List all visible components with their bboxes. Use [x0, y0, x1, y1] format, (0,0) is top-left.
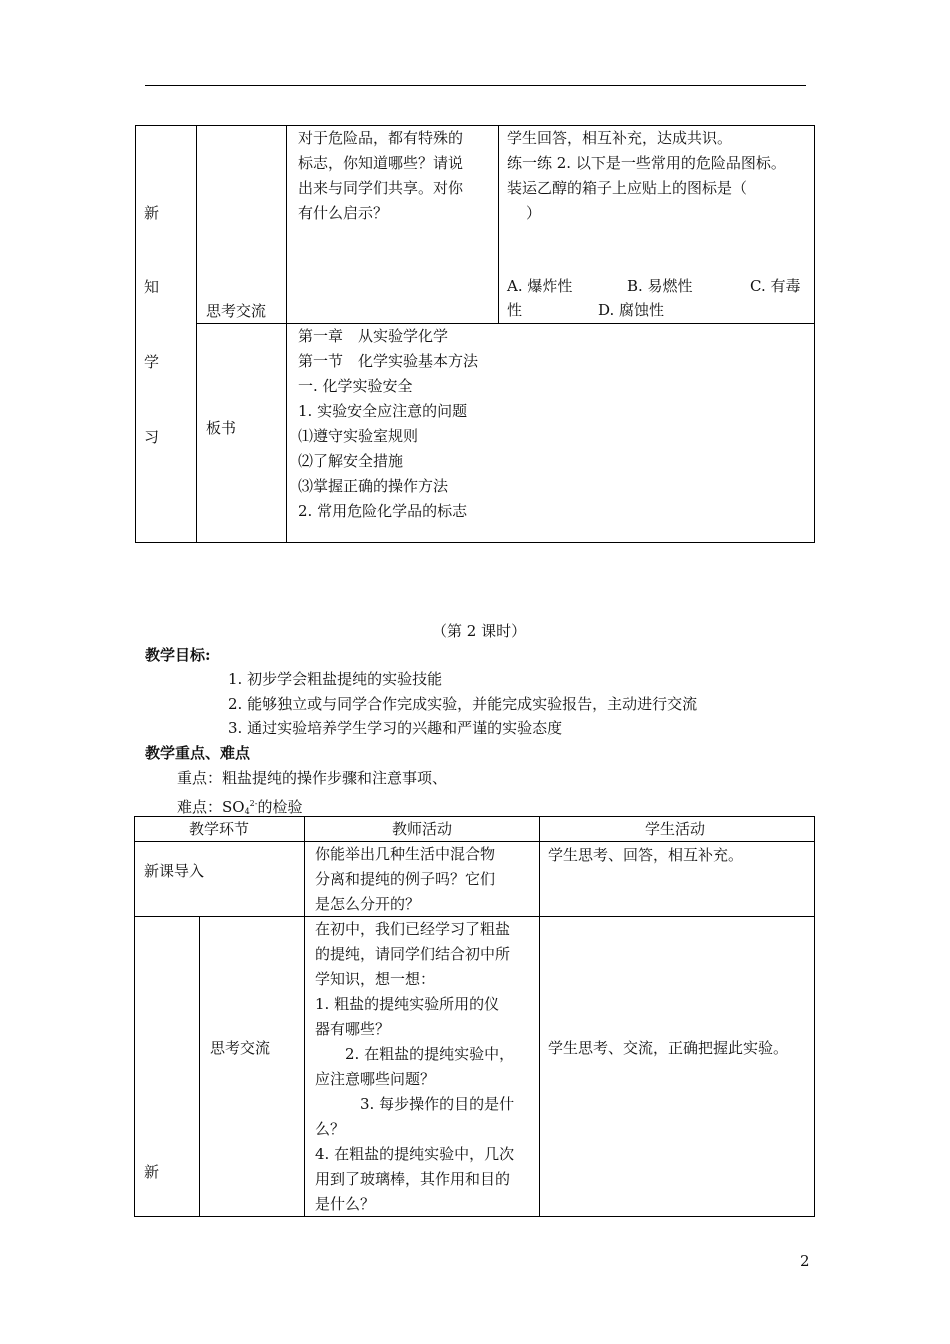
- col-header-student: 学生活动: [645, 820, 706, 838]
- header-rule: [145, 85, 806, 86]
- stage-think-exchange: 思考交流: [206, 302, 267, 320]
- lesson-title: （第 2 课时）: [432, 622, 527, 640]
- intro-teacher-text: 你能举出几种生活中混合物 分离和提纯的例子吗？它们 是怎么分开的？: [315, 845, 496, 913]
- section-char-zhi: 知: [144, 278, 160, 296]
- page-number: 2: [800, 1252, 810, 1270]
- section-char-xue: 学: [144, 353, 160, 371]
- col-header-stage: 教学环节: [189, 820, 250, 838]
- option-a: A. 爆炸性: [507, 277, 573, 295]
- teacher-activity-text: 对于危险品，都有特殊的 标志，你知道哪些？请说 出来与同学们共享。对你 有什么启示？: [298, 129, 464, 222]
- option-d: D. 腐蚀性: [598, 301, 665, 319]
- stage-blackboard: 板书: [206, 419, 237, 437]
- key-heading: 教学重点、难点: [145, 744, 251, 762]
- stage-new-lesson-intro: 新课导入: [144, 862, 205, 880]
- goal-2: 2. 能够独立或与同学合作完成实验，并能完成实验报告，主动进行交流: [228, 695, 698, 713]
- col-header-teacher: 教师活动: [392, 820, 453, 838]
- section-char-xin: 新: [144, 204, 160, 222]
- section-char-xi: 习: [144, 428, 160, 446]
- goal-1: 1. 初步学会粗盐提纯的实验技能: [228, 670, 443, 688]
- intro-student-text: 学生思考、回答，相互补充。: [548, 846, 744, 864]
- think-student-text: 学生思考、交流，正确把握此实验。: [548, 1039, 789, 1057]
- think-teacher-text: 在初中，我们已经学习了粗盐 的提纯，请同学们结合初中所 学知识，想一想： 1. 粗盐的提纯实验所用的仪 器有哪些？ 2. 在粗盐的提纯实验中， 应注意哪些问题？ 3. 每步操作的目的是什 么？ 4. 在粗盐的提纯实验中，几次 用到了玻璃棒，其作用和目的 是什么？: [315, 920, 515, 1213]
- student-activity-text: 学生回答，相互补充，达成共识。 练一练 2. 以下是一些常用的危险品图标。 装运乙醇的箱子上应贴上的图标是（ ）: [507, 129, 786, 222]
- option-c: C. 有毒: [750, 277, 801, 295]
- section-char-xin-lower: 新: [144, 1163, 160, 1181]
- blackboard-outline: 第一章 从实验学化学 第一节 化学实验基本方法 一. 化学实验安全 1. 实验安全应注意的问题 ⑴遵守实验室规则 ⑵了解安全措施 ⑶掌握正确的操作方法 2. 常用危险化学品的标志: [298, 327, 479, 520]
- goals-heading: 教学目标:: [145, 646, 211, 664]
- difficulty-point: 难点：$SO4^{2-}$的检验: [177, 798, 303, 816]
- option-b: B. 易燃性: [627, 277, 693, 295]
- goal-3: 3. 通过实验培养学生学习的兴趣和严谨的实验态度: [228, 719, 563, 737]
- stage-think-exchange-lower: 思考交流: [210, 1039, 271, 1057]
- key-point: 重点：粗盐提纯的操作步骤和注意事项、: [177, 769, 448, 787]
- option-c-cont: 性: [507, 301, 523, 319]
